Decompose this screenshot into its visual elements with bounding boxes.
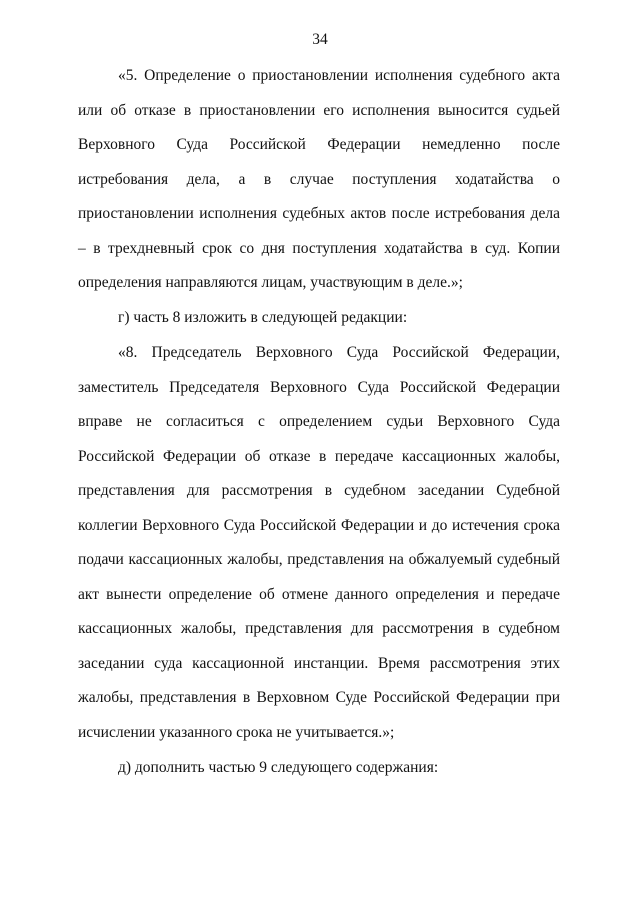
page-number: 34 — [312, 31, 328, 48]
paragraph-part-8: «8. Председатель Верховного Суда Российской Федерации, заместитель Председателя Верховного Суда Российской Федерации вправе не согласиться с определением судьи Верховного Суда Российской Федерации об отказе в передаче кассационных жалобы, представления для рассмотрения в судебном заседании Судебной коллегии Верховного Суда Российской Федерации и до истечения срока подачи кассационных жалобы, представления на обжалуемый судебный акт вынести определение об отмене данного определения и передаче кассационных жалобы, представления для рассмотрения в судебном заседании суда кассационной инстанции. Время рассмотрения этих жалобы, представления в Верховном Суде Российской Федерации при исчислении указанного срока не учитывается.»; — [78, 344, 560, 741]
paragraph-part-5: «5. Определение о приостановлении исполнения судебного акта или об отказе в приостановлении его исполнения выносится судьей Верховного Суда Российской Федерации немедленно после истребования дела, а в случае поступления ходатайства о приостановлении исполнения судебных актов после истребования дела – в трехдневный срок со дня поступления ходатайства в суд. Копии определения направляются лицам, участвующим в деле.»; — [78, 67, 560, 291]
paragraph-item-g: г) часть 8 изложить в следующей редакции: — [118, 309, 408, 326]
paragraph-item-d: д) дополнить частью 9 следующего содержания: — [118, 759, 439, 776]
